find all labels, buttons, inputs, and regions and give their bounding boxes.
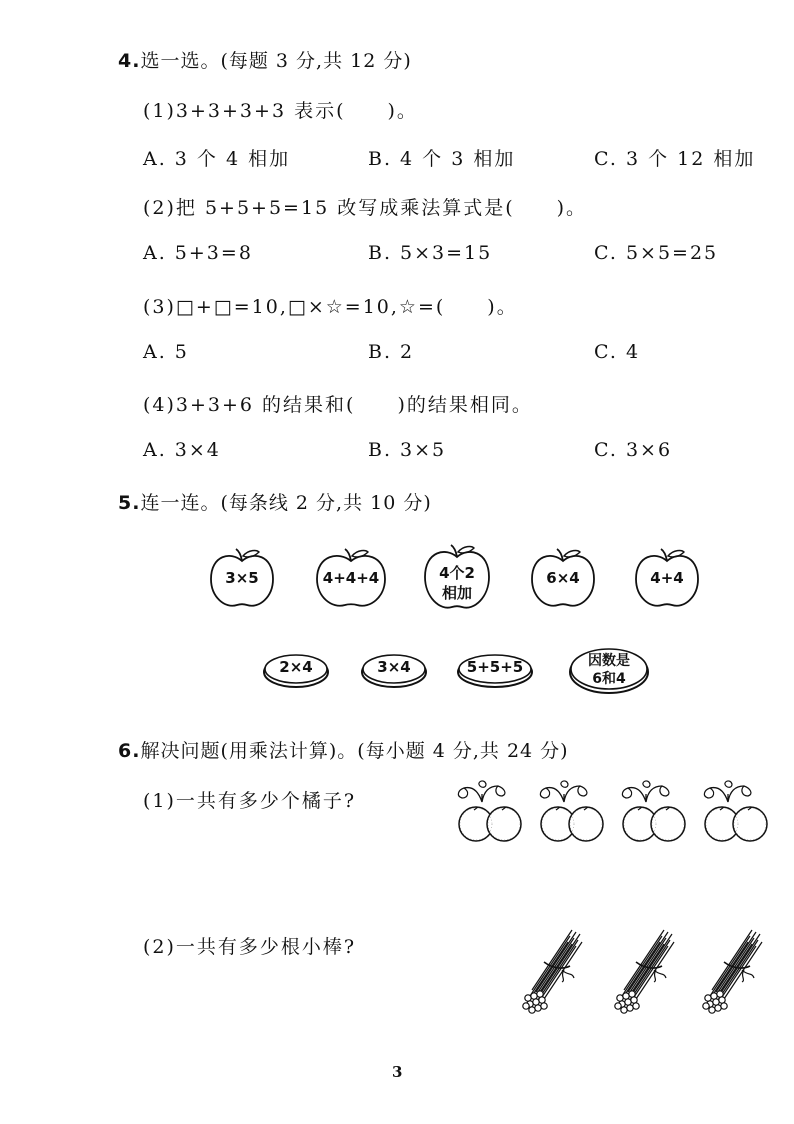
apple-card[interactable] bbox=[207, 547, 277, 611]
question-stem: (2)把 5+5+5=15 改写成乘法算式是( )。 bbox=[143, 197, 588, 219]
apple-card[interactable] bbox=[421, 543, 493, 613]
question-stem: (3)□+□=10,□×☆=10,☆=( )。 bbox=[143, 296, 518, 318]
stick-bundle-icon bbox=[615, 930, 674, 1013]
apple-label: 4+4 bbox=[650, 569, 684, 587]
section-title-text: 选一选。(每题 3 分,共 12 分) bbox=[140, 50, 412, 72]
question-stem: (1)一共有多少个橘子? bbox=[143, 790, 357, 812]
apple-label: 相加 bbox=[441, 584, 472, 602]
sticks-illustration bbox=[520, 924, 782, 1014]
option-b[interactable]: B. 3×5 bbox=[368, 439, 447, 461]
option-a[interactable]: A. 3×4 bbox=[143, 439, 221, 461]
question-stem: (1)3+3+3+3 表示( )。 bbox=[143, 100, 418, 122]
plate-label: 3×4 bbox=[377, 658, 411, 676]
plate-label: 6和4 bbox=[592, 671, 626, 687]
plate-card[interactable] bbox=[456, 651, 534, 689]
section-title-text: 解决问题(用乘法计算)。(每小题 4 分,共 24 分) bbox=[140, 740, 569, 762]
option-a[interactable]: A. 5+3=8 bbox=[143, 242, 253, 264]
apple-label: 4个2 bbox=[439, 564, 475, 582]
option-c[interactable]: C. 3×6 bbox=[594, 439, 673, 461]
plate-card[interactable] bbox=[360, 651, 428, 689]
apple-card[interactable] bbox=[632, 547, 702, 611]
stick-bundle-icon bbox=[523, 930, 582, 1013]
question-stem: (4)3+3+6 的结果和( )的结果相同。 bbox=[143, 394, 533, 416]
section-number: 5. bbox=[118, 492, 141, 514]
option-b[interactable]: B. 4 个 3 相加 bbox=[368, 148, 516, 170]
section-5-title bbox=[118, 488, 432, 515]
option-c[interactable]: C. 5×5=25 bbox=[594, 242, 719, 264]
apple-label: 6×4 bbox=[546, 569, 580, 587]
plate-label: 因数是 bbox=[588, 653, 630, 669]
section-number: 6. bbox=[118, 740, 141, 762]
apple-label: 4+4+4 bbox=[322, 569, 380, 587]
option-a[interactable]: A. 5 bbox=[143, 341, 189, 363]
option-c[interactable]: C. 4 bbox=[594, 341, 641, 363]
option-c[interactable]: C. 3 个 12 相加 bbox=[594, 148, 756, 170]
section-6-title bbox=[118, 736, 569, 763]
stick-bundle-icon bbox=[703, 930, 762, 1013]
plate-card[interactable] bbox=[568, 645, 650, 695]
plate-label: 5+5+5 bbox=[466, 658, 524, 676]
orange-pair-icon bbox=[622, 781, 685, 841]
plate-label: 2×4 bbox=[279, 658, 313, 676]
option-a[interactable]: A. 3 个 4 相加 bbox=[143, 148, 291, 170]
section-number: 4. bbox=[118, 50, 141, 72]
apple-label: 3×5 bbox=[225, 569, 259, 587]
plate-card[interactable] bbox=[262, 651, 330, 689]
question-stem: (2)一共有多少根小棒? bbox=[143, 936, 357, 958]
section-title-text: 连一连。(每条线 2 分,共 10 分) bbox=[140, 492, 432, 514]
orange-pair-icon bbox=[704, 781, 767, 841]
section-4-title bbox=[118, 46, 412, 73]
apple-card[interactable] bbox=[313, 547, 389, 611]
option-b[interactable]: B. 2 bbox=[368, 341, 415, 363]
orange-pair-icon bbox=[458, 781, 521, 841]
page-number: 3 bbox=[392, 1063, 403, 1081]
oranges-illustration bbox=[452, 780, 782, 846]
apple-card[interactable] bbox=[528, 547, 598, 611]
orange-pair-icon bbox=[540, 781, 603, 841]
option-b[interactable]: B. 5×3=15 bbox=[368, 242, 493, 264]
